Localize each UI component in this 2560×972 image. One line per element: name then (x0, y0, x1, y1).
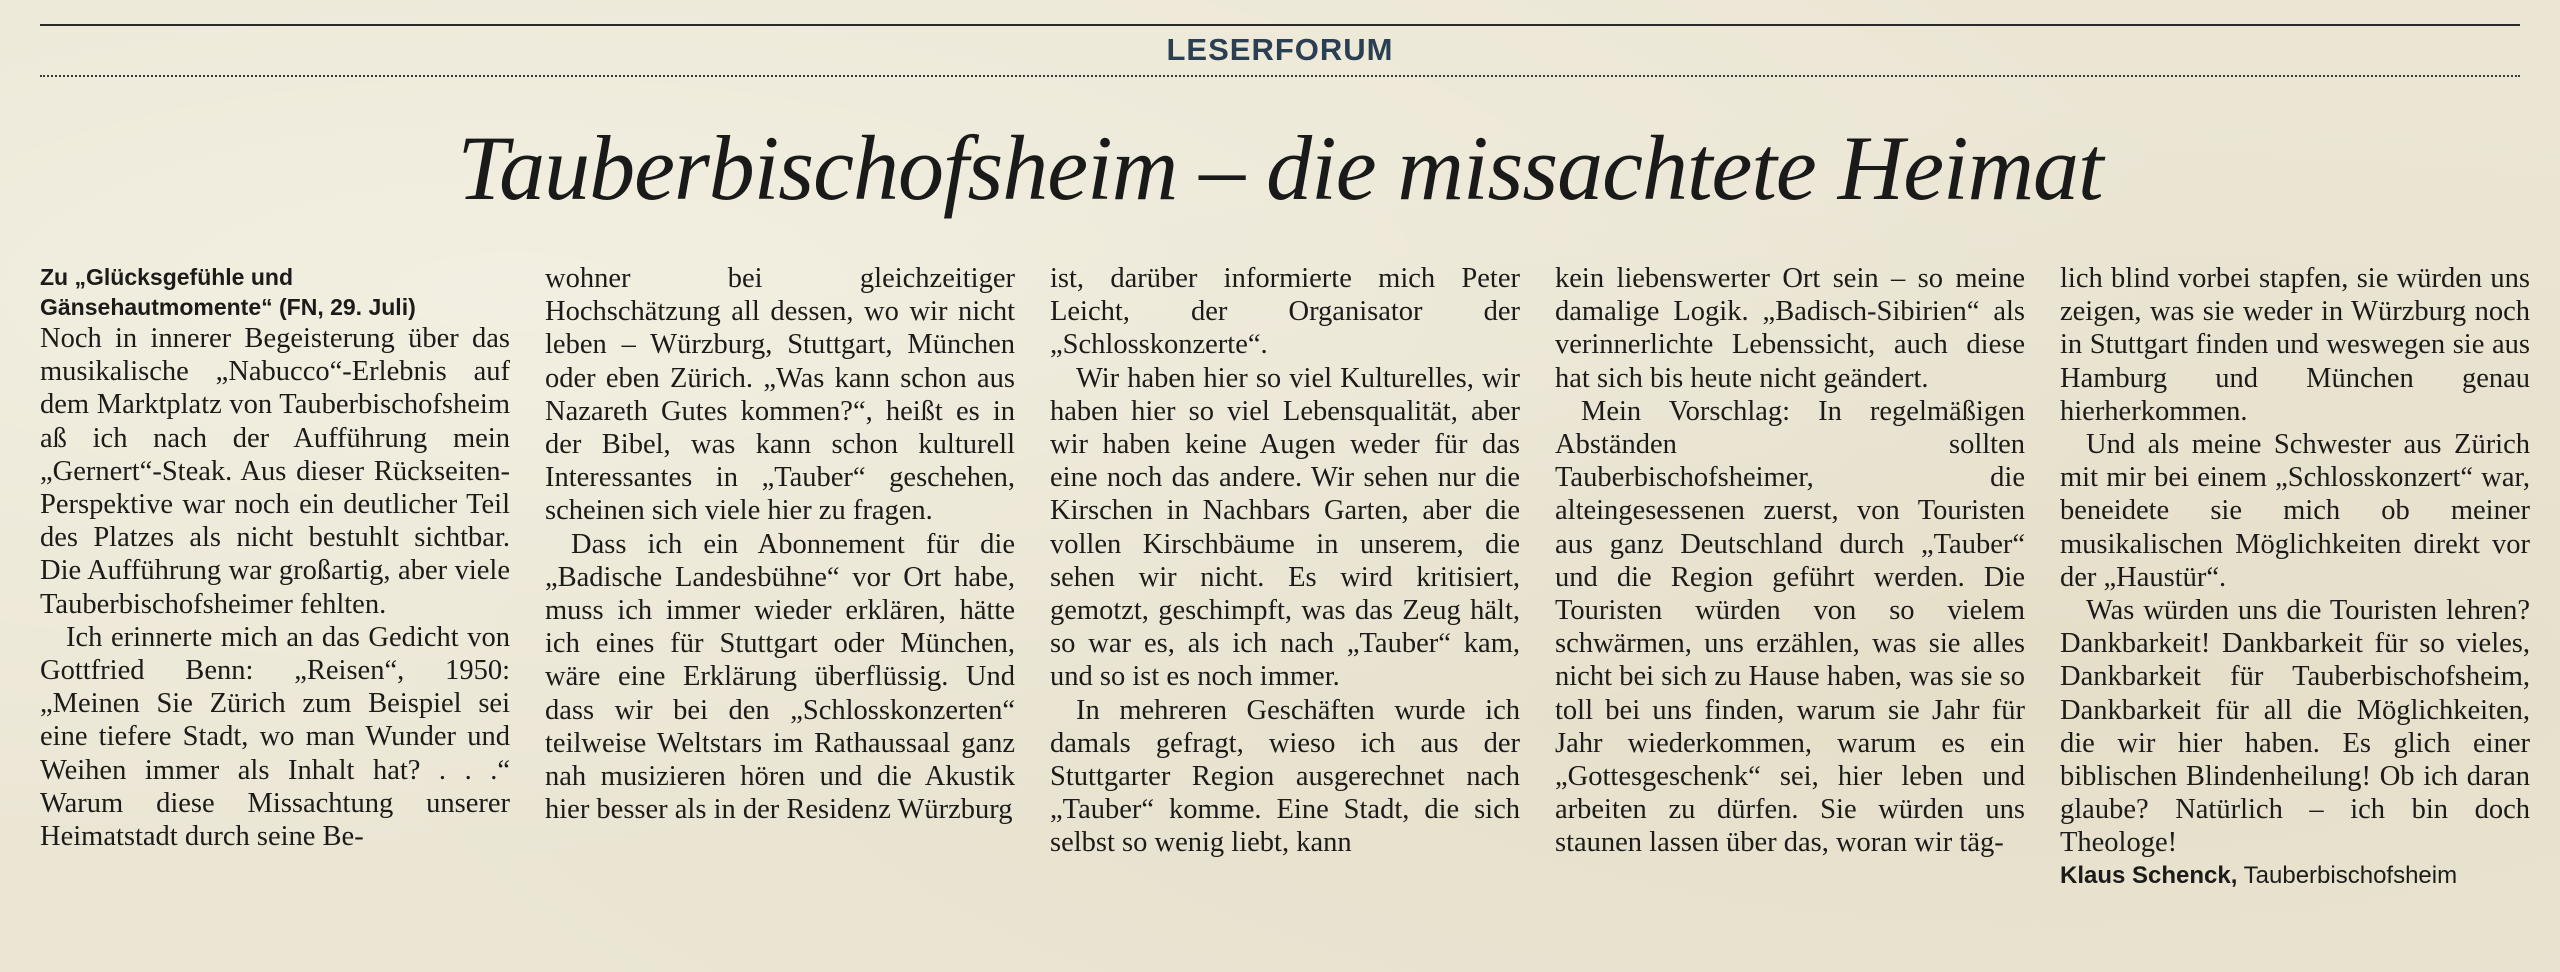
author-name: Klaus Schenck, (2060, 861, 2238, 889)
paragraph: Und als meine Schwester aus Zürich mit mir bei einem „Schlosskonzert“ war, beneidete sie mich ob meiner musikalischen Möglichkeiten direkt vor der „Haustür“. (2060, 429, 2530, 593)
paragraph: Dass ich ein Abonnement für die „Badische Landesbühne“ vor Ort habe, muss ich immer wieder erklären, hätte ich eines für Stuttgart oder München, wäre eine Erklärung überflüssig. Und dass wir bei den „Schlosskonzerten“ teilweise Weltstars im Rathaussaal ganz nah musizieren hören und die Akustik hier besser als in der Residenz Würzburg (545, 528, 1015, 826)
paragraph: Ich erinnerte mich an das Gedicht von Gottfried Benn: „Reisen“, 1950: „Meinen Sie Zürich zum Beispiel sei eine tiefere Stadt, wo man Wunder und Weihen immer als Inhalt hat? . . .“ Warum diese Missachtung unserer Heimatstadt durch seine Be- (40, 621, 510, 853)
article-column-2 (545, 262, 1015, 952)
article-column-1 (40, 262, 510, 952)
paragraph: Was würden uns die Touristen lehren? Dankbarkeit! Dankbarkeit für so vieles, Dankbarkeit für Tauberbischofsheim, Dankbarkeit für all die Möglichkeiten, die wir hier haben. Es glich einer biblischen Blindenheilung! Ob ich daran glaube? Natürlich – ich bin doch Theologe! (2060, 595, 2530, 859)
author-place: Tauberbischofsheim (2243, 861, 2458, 889)
paragraph: Mein Vorschlag: In regelmäßigen Abständen sollten Tauberbischofsheimer, die alteingesessenen zuerst, von Touristen aus ganz Deutschland durch „Tauber“ und die Region geführt werden. Die Touristen würden von so vielem schwärmen, uns erzählen, was sie alles nicht bei sich zu Hause haben, was sie so toll bei uns finden, warum sie Jahr für Jahr wiederkommen, warum es ein „Gottesgeschenk“ sei, hier leben und arbeiten zu dürfen. Sie würden uns staunen lassen über das, woran wir täg- (1555, 395, 2025, 859)
author-signature (2060, 860, 2530, 892)
paragraph: wohner bei gleichzeitiger Hochschätzung all dessen, wo wir nicht leben – Würzburg, Stuttgart, München oder eben Zürich. „Was kann schon aus Nazareth Gutes kommen?“, heißt es in der Bibel, was kann schon kulturell Interessantes in „Tauber“ geschehen, scheinen sich viele hier zu fragen. (545, 263, 1015, 527)
headline: Tauberbischofsheim – die missachtete Heimat (457, 117, 2103, 219)
article-column-3 (1050, 262, 1520, 952)
top-rule (40, 24, 2520, 26)
paragraph: Wir haben hier so viel Kulturelles, wir haben hier so viel Lebensqualität, aber wir haben keine Augen weder für das eine noch das andere. Wir sehen nur die Kirschen in Nachbars Garten, aber die vollen Kirschbäume in unserem, die sehen wir nicht. Es wird kritisiert, gemotzt, geschimpft, was das Zeug hält, so war es, als ich nach „Tauber“ kam, und so ist es noch immer. (1050, 362, 1520, 693)
reference-line-2: Gänsehautmomente“ (FN, 29. Juli) (40, 294, 416, 320)
paragraph: Noch in innerer Begeisterung über das musikalische „Nabucco“-Erlebnis auf dem Marktplatz von Tauberbischofsheim aß ich nach der Aufführung mein „Gernert“-Steak. Aus dieser Rückseiten-Perspektive war noch ein deutlicher Teil des Platzes als nicht bestuhlt sichtbar. Die Aufführung war großartig, aber viele Tauberbischofsheimer fehlten. (40, 323, 510, 620)
article-column-5 (2060, 262, 2530, 952)
paragraph: In mehreren Geschäften wurde ich damals gefragt, wieso ich aus der Stuttgarter Region ausgerechnet nach „Tauber“ komme. Eine Stadt, die sich selbst so wenig liebt, kann (1050, 694, 1520, 859)
reference-line-1: Zu „Glücksgefühle und (40, 264, 294, 290)
article-columns (40, 262, 2530, 952)
section-header: LESERFORUM (1166, 32, 1394, 67)
article-column-4 (1555, 262, 2025, 952)
paragraph: kein liebenswerter Ort sein – so meine damalige Logik. „Badisch-Sibirien“ als verinnerlichte Lebenssicht, auch diese hat sich bis heute nicht geändert. (1555, 263, 2025, 394)
paragraph: ist, darüber informierte mich Peter Leicht, der Organisator der „Schlosskonzerte“. (1050, 263, 1520, 361)
paragraph: lich blind vorbei stapfen, sie würden uns zeigen, was sie weder in Würzburg noch in Stuttgart finden und weswegen sie aus Hamburg und München genau hierherkommen. (2060, 263, 2530, 427)
dotted-rule (40, 75, 2520, 77)
